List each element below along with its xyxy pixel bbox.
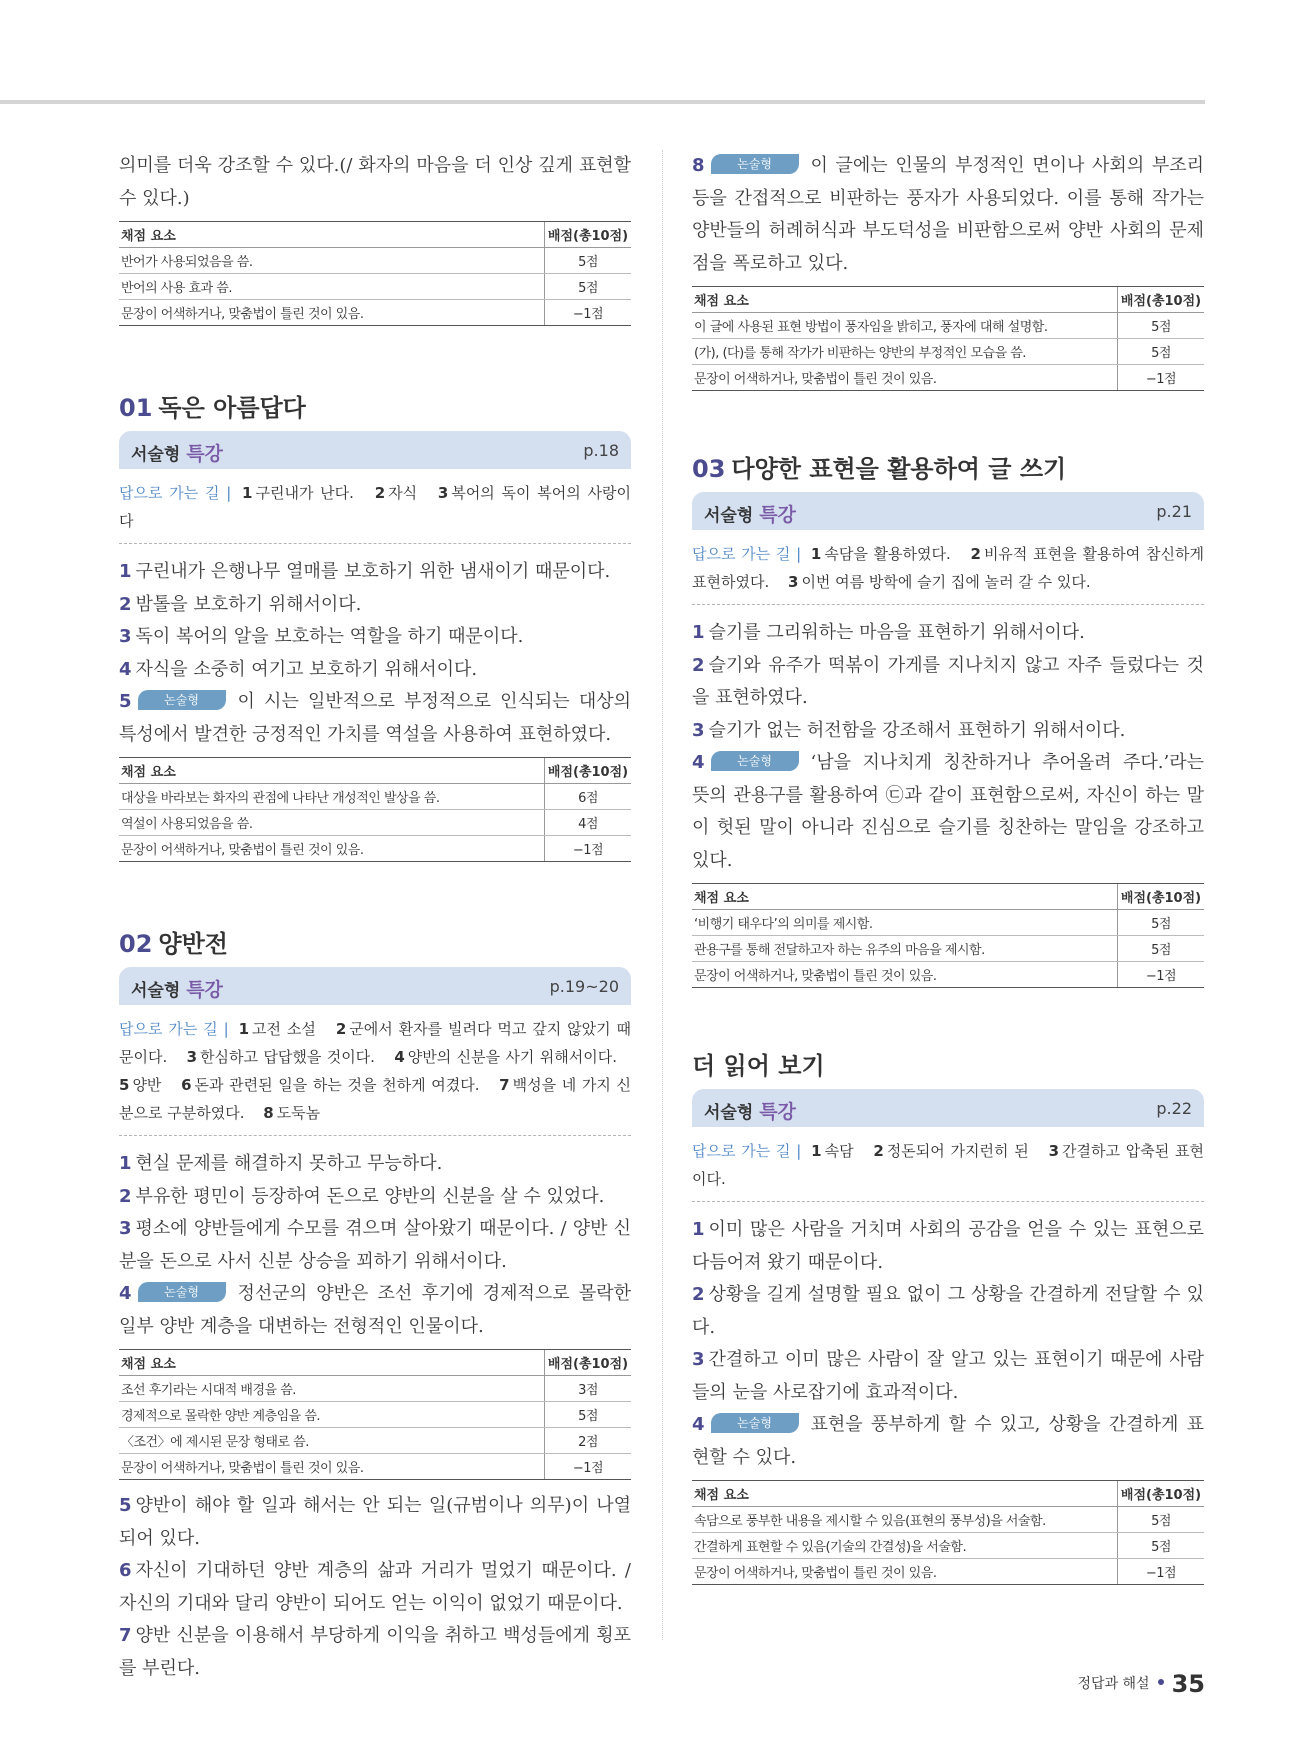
bar-label (704, 1097, 796, 1124)
criteria-cell: (가), (다)를 통해 작가가 비판하는 양반의 부정적인 모습을 씀. (692, 339, 1118, 365)
answer-text: 복어의 독이 복어의 사랑이다 (119, 484, 631, 530)
score-table (692, 883, 1204, 988)
table-header-criteria: 채점 요소 (119, 222, 545, 248)
answer-number: 2 (873, 1142, 884, 1160)
list-item (692, 715, 1204, 748)
criteria-cell: 문장이 어색하거나, 맞춤법이 틀린 것이 있음. (119, 836, 545, 862)
intro-text: 의미를 더욱 강조할 수 있다.(/ 화자의 마음을 더 인상 깊게 표현할 수 있다.) (119, 155, 631, 209)
score-table (119, 757, 631, 862)
essay-item (692, 1409, 1204, 1474)
table-row (692, 1533, 1204, 1559)
page-reference: p.18 (583, 441, 619, 460)
page-reference: p.21 (1156, 502, 1192, 521)
points-cell: 5점 (1118, 1533, 1205, 1559)
answer-text: 도둑놈 (276, 1104, 321, 1122)
points-cell: 5점 (1118, 313, 1205, 339)
item-number: 2 (692, 654, 705, 676)
score-table (692, 286, 1204, 391)
item-text: 정선군의 양반은 조선 후기에 경제적으로 몰락한 일부 양반 계층을 대변하는 전형적인 인물이다. (119, 1283, 631, 1337)
item-number: 1 (692, 622, 705, 643)
score-table (692, 1480, 1204, 1585)
points-cell: 5점 (1118, 936, 1205, 962)
points-cell: −1점 (545, 300, 632, 326)
points-cell: 5점 (545, 1402, 632, 1428)
answer-number: 6 (181, 1076, 192, 1094)
table-header-points: 배점(총10점) (1118, 1481, 1205, 1507)
criteria-cell: 이 글에 사용된 표현 방법이 풍자임을 밝히고, 풍자에 대해 설명함. (692, 313, 1118, 339)
item-text: 자식을 소중히 여기고 보호하기 위해서이다. (135, 658, 478, 680)
item-number: 2 (119, 593, 132, 615)
answer-item (119, 1076, 161, 1094)
criteria-cell: 조선 후기라는 시대적 배경을 씀. (119, 1376, 545, 1402)
item-number: 5 (119, 691, 132, 712)
criteria-cell: 문장이 어색하거나, 맞춤법이 틀린 것이 있음. (119, 300, 545, 326)
answer-guide-label: 답으로 가는 길 | (692, 1142, 802, 1160)
table-header-points: 배점(총10점) (545, 758, 632, 784)
answer-text: 한심하고 답답했을 것이다. (200, 1048, 375, 1066)
answer-number: 3 (788, 573, 799, 591)
criteria-cell: 반어의 사용 효과 씀. (119, 274, 545, 300)
criteria-cell: 문장이 어색하거나, 맞춤법이 틀린 것이 있음. (692, 365, 1118, 391)
item-number: 4 (692, 1414, 705, 1435)
item-number: 3 (692, 1349, 705, 1370)
section-number: 02 (119, 930, 153, 958)
essay-badge: 논술형 (711, 1413, 799, 1433)
top-rule (0, 100, 1205, 104)
section-header-bar (692, 1089, 1204, 1127)
points-cell: 4점 (545, 810, 632, 836)
section-title (119, 388, 631, 423)
item-number: 5 (119, 1495, 132, 1516)
answer-text: 비유적 표현을 활용하여 참신하게 표현하였다. (692, 545, 1204, 591)
criteria-cell: 〈조건〉에 제시된 문장 형태로 씀. (119, 1428, 545, 1454)
table-row (119, 300, 631, 326)
item-number: 3 (692, 719, 705, 741)
criteria-cell: 문장이 어색하거나, 맞춤법이 틀린 것이 있음. (119, 1454, 545, 1480)
list-item (119, 1213, 631, 1278)
answer-number: 2 (335, 1020, 347, 1038)
list-item (119, 654, 631, 687)
table-header-points: 배점(총10점) (1118, 287, 1205, 313)
item-number: 3 (119, 626, 132, 647)
section-title-text: 양반전 (158, 929, 228, 958)
essay-item (692, 150, 1204, 280)
table-row (119, 784, 631, 810)
item-text: 밤톨을 보호하기 위해서이다. (135, 593, 362, 615)
points-cell: −1점 (1118, 962, 1205, 988)
table-row (119, 836, 631, 862)
essay-badge: 논술형 (711, 751, 799, 771)
section-title (119, 924, 631, 959)
table-header-points: 배점(총10점) (545, 222, 632, 248)
answer-item (375, 484, 417, 502)
item-text: 양반 신분을 이용해서 부당하게 이익을 취하고 백성들에게 횡포를 부린다. (119, 1625, 631, 1679)
answer-item (873, 1142, 1028, 1160)
list-item (692, 1214, 1204, 1279)
table-header-criteria: 채점 요소 (692, 1481, 1118, 1507)
answer-number: 1 (242, 484, 253, 502)
answer-guide-label: 답으로 가는 길 | (119, 484, 232, 502)
item-text: 구린내가 은행나무 열매를 보호하기 위한 냄새이기 때문이다. (135, 561, 611, 582)
list-item (119, 621, 631, 654)
table-header-criteria: 채점 요소 (692, 884, 1118, 910)
item-text: 슬기와 유주가 떡볶이 가게를 지나치지 않고 자주 들렀다는 것을 표현하였다. (692, 654, 1204, 708)
table-header-criteria: 채점 요소 (692, 287, 1118, 313)
item-text: 슬기를 그리워하는 마음을 표현하기 위해서이다. (708, 622, 1085, 643)
item-number: 3 (119, 1218, 132, 1239)
points-cell: 5점 (1118, 910, 1205, 936)
table-row (119, 1428, 631, 1454)
answer-guide-label: 답으로 가는 길 | (692, 545, 802, 563)
table-row (692, 910, 1204, 936)
points-cell: 6점 (545, 784, 632, 810)
item-number: 4 (119, 658, 132, 680)
bar-highlight: 특강 (759, 504, 796, 526)
essay-item (692, 747, 1204, 877)
criteria-cell: 문장이 어색하거나, 맞춤법이 틀린 것이 있음. (692, 1559, 1118, 1585)
answer-text: 간결하고 압축된 표현이다. (692, 1142, 1204, 1188)
bar-label (131, 975, 223, 1002)
section-header-bar (119, 967, 631, 1005)
answer-text: 고전 소설 (252, 1020, 316, 1038)
essay-badge: 논술형 (138, 1282, 226, 1302)
item-text: 부유한 평민이 등장하여 돈으로 양반의 신분을 살 수 있었다. (135, 1185, 605, 1207)
section-number: 01 (119, 394, 153, 422)
table-row (692, 365, 1204, 391)
answer-number: 3 (437, 484, 449, 502)
table-row (119, 1376, 631, 1402)
item-text: 슬기가 없는 허전함을 강조해서 표현하기 위해서이다. (708, 719, 1126, 741)
answer-item (394, 1048, 617, 1066)
list-item (119, 1148, 631, 1181)
answer-guide-label: 답으로 가는 길 | (119, 1020, 229, 1038)
item-text: 평소에 양반들에게 수모를 겪으며 살아왔기 때문이다. / 양반 신분을 돈으로 사서 신분 상승을 꾀하기 위해서이다. (119, 1218, 631, 1272)
points-cell: 3점 (545, 1376, 632, 1402)
essay-item (119, 686, 631, 751)
points-cell: 5점 (545, 248, 632, 274)
bar-label-text: 서술형 (704, 1103, 754, 1123)
answer-item (187, 1048, 375, 1066)
item-number: 8 (692, 155, 705, 176)
item-text: 독이 복어의 알을 보호하는 역할을 하기 때문이다. (135, 626, 524, 647)
table-row (692, 1559, 1204, 1585)
points-cell: 5점 (1118, 339, 1205, 365)
column-divider (662, 150, 663, 1640)
item-text: 자신이 기대하던 양반 계층의 삶과 거리가 멀었기 때문이다. / 자신의 기대와 달리 양반이 되어도 얻는 이익이 없었기 때문이다. (119, 1560, 631, 1614)
answer-guide (119, 1015, 631, 1136)
answer-text: 이번 여름 방학에 슬기 집에 놀러 갈 수 있다. (801, 573, 1091, 591)
table-header-points: 배점(총10점) (1118, 884, 1205, 910)
item-text: 이미 많은 사람을 거치며 사회의 공감을 얻을 수 있는 표현으로 다듬어져 왔기 때문이다. (692, 1219, 1204, 1273)
answer-guide (119, 479, 631, 544)
item-number: 4 (692, 752, 705, 773)
list-item (692, 617, 1204, 650)
answer-number: 5 (119, 1076, 130, 1094)
answer-guide (692, 540, 1204, 605)
item-number: 1 (119, 561, 132, 582)
answer-item (181, 1076, 479, 1094)
points-cell: −1점 (545, 1454, 632, 1480)
bar-label (704, 500, 796, 527)
page-reference: p.22 (1156, 1099, 1192, 1118)
answer-text: 백성을 네 가지 신분으로 구분하였다. (119, 1076, 631, 1122)
criteria-cell: 속담으로 풍부한 내용을 제시할 수 있음(표현의 풍부성)을 서술함. (692, 1507, 1118, 1533)
section-header-bar (119, 431, 631, 469)
criteria-cell: 경제적으로 몰락한 양반 계층임을 씀. (119, 1402, 545, 1428)
answer-item (263, 1104, 320, 1122)
item-number: 1 (692, 1219, 705, 1240)
points-cell: −1점 (1118, 1559, 1205, 1585)
points-cell: 2점 (545, 1428, 632, 1454)
bar-label-text: 서술형 (131, 445, 181, 465)
bar-label (131, 439, 223, 466)
left-column (119, 150, 631, 1685)
table-row (692, 962, 1204, 988)
section-number: 03 (692, 455, 726, 483)
criteria-cell: 문장이 어색하거나, 맞춤법이 틀린 것이 있음. (692, 962, 1118, 988)
item-text: 표현을 풍부하게 할 수 있고, 상황을 간결하게 표현할 수 있다. (692, 1414, 1204, 1468)
page-number: 35 (1171, 1670, 1205, 1698)
answer-number: 3 (186, 1048, 198, 1066)
score-table (119, 1349, 631, 1480)
list-item (119, 589, 631, 622)
list-item (692, 1344, 1204, 1409)
answer-text: 자식 (388, 484, 418, 502)
intro-score-table (119, 221, 631, 326)
points-cell: 5점 (545, 274, 632, 300)
essay-badge: 논술형 (138, 690, 226, 710)
answer-number: 1 (238, 1020, 250, 1038)
page-reference: p.19~20 (549, 977, 619, 996)
criteria-cell: 대상을 바라보는 화자의 관점에 나타난 개성적인 발상을 씀. (119, 784, 545, 810)
essay-badge: 논술형 (711, 154, 799, 174)
answer-number: 8 (263, 1104, 274, 1122)
answer-text: 속담 (824, 1142, 854, 1160)
item-number: 7 (119, 1625, 132, 1646)
item-text: 이 글에는 인물의 부정적인 면이나 사회의 부조리 등을 간접적으로 비판하는 풍자가 사용되었다. 이를 통해 작가는 양반들의 허례허식과 부도덕성을 비판함으로써 양반 사회의 문제점을 폭로하고 있다. (692, 155, 1204, 274)
answer-text: 돈과 관련된 일을 하는 것을 천하게 여겼다. (194, 1076, 480, 1094)
bar-highlight: 특강 (186, 443, 223, 465)
item-text: 현실 문제를 해결하지 못하고 무능하다. (135, 1153, 443, 1174)
list-item (119, 556, 631, 589)
criteria-cell: 역설이 사용되었음을 씀. (119, 810, 545, 836)
answer-item (239, 1020, 316, 1038)
answer-text: 양반 (132, 1076, 162, 1094)
item-text: 이 시는 일반적으로 부정적으로 인식되는 대상의 특성에서 발견한 긍정적인 가치를 역설을 사용하여 표현하였다. (119, 691, 631, 745)
answer-number: 1 (811, 1142, 822, 1160)
answer-text: 속담을 활용하였다. (824, 545, 951, 563)
section-header-bar (692, 492, 1204, 530)
bullet-icon (1158, 1679, 1164, 1685)
answer-number: 4 (394, 1048, 405, 1066)
item-number: 1 (119, 1153, 132, 1174)
table-row (119, 810, 631, 836)
list-item (119, 1555, 631, 1620)
points-cell: −1점 (545, 836, 632, 862)
answer-text: 구린내가 난다. (255, 484, 354, 502)
footer-label: 정답과 해설 (1077, 1676, 1150, 1692)
bar-highlight: 특강 (759, 1101, 796, 1123)
section-title (692, 449, 1204, 484)
table-row (692, 339, 1204, 365)
answer-text: 군에서 환자를 빌려다 먹고 갚지 않았기 때문이다. (119, 1020, 631, 1066)
table-row (119, 1402, 631, 1428)
bar-highlight: 특강 (186, 979, 223, 1001)
bar-label-text: 서술형 (131, 981, 181, 1001)
table-header-criteria: 채점 요소 (119, 1350, 545, 1376)
page-footer (1078, 1670, 1205, 1698)
table-header-points: 배점(총10점) (545, 1350, 632, 1376)
table-header-criteria: 채점 요소 (119, 758, 545, 784)
points-cell: −1점 (1118, 365, 1205, 391)
criteria-cell: 간결하게 표현할 수 있음(기술의 간결성)을 서술함. (692, 1533, 1118, 1559)
list-item (119, 1181, 631, 1214)
table-row (692, 313, 1204, 339)
item-text: 양반이 해야 할 일과 해서는 안 되는 일(규범이나 의무)이 나열되어 있다. (119, 1495, 631, 1549)
item-text: ‘남을 지나치게 칭찬하거나 추어올려 주다.’라는 뜻의 관용구를 활용하여 ㉢과 같이 표현함으로써, 자신이 하는 말이 헛된 말이 아니라 진심으로 슬기를 칭찬하는 말임을 강조하고 있다. (692, 752, 1204, 871)
list-item (692, 650, 1204, 715)
answer-guide (692, 1137, 1204, 1202)
section-title: 더 읽어 보기 (692, 1051, 825, 1080)
essay-item (119, 1278, 631, 1343)
section-title-text: 독은 아름답다 (158, 393, 306, 422)
answer-number: 2 (970, 545, 981, 563)
item-number: 2 (692, 1284, 705, 1305)
list-item (119, 1620, 631, 1685)
table-row (119, 274, 631, 300)
answer-text: 정돈되어 가지런히 된 (886, 1142, 1029, 1160)
answer-number: 7 (499, 1076, 510, 1094)
answer-item (788, 573, 1091, 591)
table-row (119, 1454, 631, 1480)
answer-text: 양반의 신분을 사기 위해서이다. (407, 1048, 617, 1066)
item-number: 2 (119, 1185, 132, 1207)
item-number: 4 (119, 1283, 132, 1304)
criteria-cell: 반어가 사용되었음을 씀. (119, 248, 545, 274)
answer-item (242, 484, 354, 502)
table-row (692, 1507, 1204, 1533)
right-column (692, 150, 1204, 1585)
list-item (692, 1279, 1204, 1344)
section-title-text: 다양한 표현을 활용하여 글 쓰기 (731, 454, 1067, 483)
answer-number: 3 (1048, 1142, 1060, 1160)
item-text: 간결하고 이미 많은 사람이 잘 알고 있는 표현이기 때문에 사람들의 눈을 사로잡기에 효과적이다. (692, 1349, 1204, 1403)
item-text: 상황을 길게 설명할 필요 없이 그 상황을 간결하게 전달할 수 있다. (692, 1284, 1204, 1338)
bar-label-text: 서술형 (704, 506, 754, 526)
answer-item (811, 545, 951, 563)
item-number: 6 (119, 1560, 132, 1581)
list-item (119, 1490, 631, 1555)
answer-number: 2 (374, 484, 386, 502)
answer-number: 1 (810, 545, 822, 563)
table-row (692, 936, 1204, 962)
criteria-cell: 관용구를 통해 전달하고자 하는 유주의 마음을 제시함. (692, 936, 1118, 962)
answer-item (811, 1142, 853, 1160)
table-row (119, 248, 631, 274)
criteria-cell: ‘비행기 태우다’의 의미를 제시함. (692, 910, 1118, 936)
points-cell: 5점 (1118, 1507, 1205, 1533)
